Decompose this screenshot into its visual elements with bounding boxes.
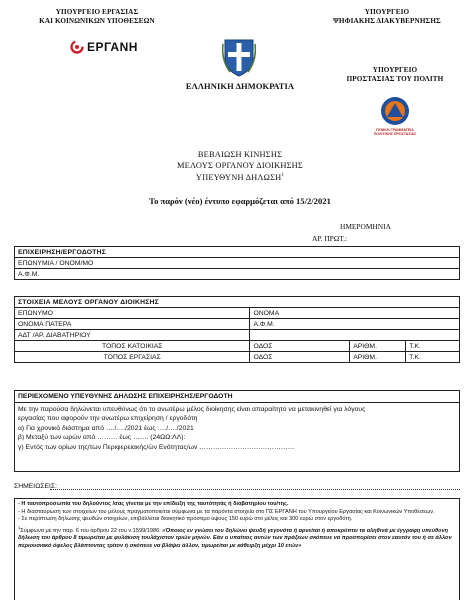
- declaration-box: [14, 390, 460, 472]
- ministry-digital-line1: ΥΠΟΥΡΓΕΙΟ: [364, 8, 410, 16]
- remarks-section: [14, 482, 460, 600]
- legal-footnote-quote: «Όποιος εν γνώσει του δηλώνει ψευδή γεγονότα ή αρνείται ή αποκρύπτει τα αληθινά με έγγραφη υπεύθυνη δήλωση του άρθρου 8 τιμωρείται με φυλάκιση τουλάχιστον τριών μηνών. Εάν ο υπαίτιος αυτών των πράξεων σκόπευε να προσπορίσει στον εαυτόν του ή σε άλλον περιουσιακό όφελος βλάπτοντας τρίτον ή σκόπευε να βλάψει άλλον, τιμωρείται με κάθειρξη μέχρι 10 ετών»: [18, 527, 452, 549]
- declaration-line2: εργασίας που αφορούν την ανωτέρω επιχείρηση / εργοδότη: [18, 415, 198, 423]
- member-name-field[interactable]: ΟΝΟΜΑ: [250, 308, 460, 319]
- residence-street-field[interactable]: ΟΔΟΣ: [250, 341, 350, 352]
- declaration-period-field[interactable]: α) Για χρονικό διάστημα από …./…./2021 έως …./…./2021: [18, 424, 194, 432]
- footnote-mark: 1: [281, 173, 285, 178]
- member-table: [14, 296, 460, 363]
- declaration-hours-field[interactable]: β) Μεταξύ των ωρών από ……… έως ……. (24ΩΩ:ΛΛ):: [18, 434, 186, 442]
- note-penalty: - Σε περίπτωση δήλωσης ψευδών στοιχείων, επιβάλλεται διοικητικό πρόστιμο ύψους 150 ευρώ στο μέλος και 300 ευρώ στον εργοδότη.: [18, 516, 353, 523]
- declaration-body: [15, 403, 459, 454]
- ministry-citizen-protection-label: [330, 66, 460, 84]
- residence-postcode-field[interactable]: Τ.Κ.: [406, 341, 460, 352]
- work-field[interactable]: [15, 352, 250, 363]
- civil-protection-logo-icon: [380, 96, 410, 126]
- civil-caption-line2: ΠΟΛΙΤΙΚΗΣ ΠΡΟΣΤΑΣΙΑΣ: [373, 132, 417, 137]
- declaration-line1: Με την παρούσα δηλώνεται υπευθύνως ότι το ανωτέρω μέλος διοίκησης είναι απαραίτητο να μετακινηθεί για λόγους: [18, 406, 366, 413]
- ministry-labor-line2: ΚΑΙ ΚΟΙΝΩΝΙΚΩΝ ΥΠΟΘΕΣΕΩΝ: [39, 17, 155, 25]
- member-surname-field[interactable]: ΕΠΩΝΥΜΟ: [15, 308, 250, 319]
- ergani-mark-icon: [70, 40, 84, 54]
- legal-footnote-plain: Σύμφωνα με την παρ. 6 του άρθρου 22 του ν.1599/1986:: [20, 527, 161, 534]
- ergani-text: ΕΡΓΑΝΗ: [87, 40, 138, 54]
- company-header: ΕΠΙΧΕΙΡΗΣΗ/ΕΡΓΟΔΟΤΗΣ: [15, 247, 460, 258]
- residence-number-field[interactable]: ΑΡΙΘΜ.: [350, 341, 406, 352]
- company-name-field[interactable]: ΕΠΩΝΥΜΙΑ / ΟΝΟΜ/ΜΟ: [15, 258, 460, 269]
- declaration-region-field[interactable]: γ) Εντός των ορίων της/των Περιφερειακής/ών Ενότητας/ων ……………………………………: [18, 443, 295, 451]
- ministry-digital-label: [312, 8, 462, 26]
- member-afm-field[interactable]: Α.Φ.Μ.: [250, 319, 460, 330]
- company-afm-field[interactable]: Α.Φ.Μ.: [15, 269, 460, 280]
- civil-protection-caption: [362, 128, 428, 137]
- remarks-line[interactable]: [14, 482, 460, 492]
- member-header: ΣΤΟΙΧΕΙΑ ΜΕΛΟΥΣ ΟΡΓΑΝΟΥ ΔΙΟΙΚΗΣΗΣ: [15, 297, 460, 308]
- member-id-field[interactable]: ΑΔΤ /ΑΡ. ΔΙΑΒΑΤΗΡΙΟΥ: [15, 330, 250, 341]
- legal-footnote: [18, 524, 456, 551]
- greek-emblem-icon: [222, 30, 256, 78]
- date-label: ΗΜΕΡΟΜΗΝΙΑ: [340, 222, 391, 231]
- hellenic-republic-label: ΕΛΛΗΝΙΚΗ ΔΗΜΟΚΡΑΤΙΑ: [185, 81, 295, 91]
- member-father-field[interactable]: ΟΝΟΜΑ ΠΑΤΕΡΑ: [15, 319, 250, 330]
- declaration-header: ΠΕΡΙΕΧΟΜΕΝΟ ΥΠΕΥΘΥΝΗΣ ΔΗΛΩΣΗΣ ΕΠΙΧΕΙΡΗΣΗΣ/ΕΡΓΟΔΟΤΗ: [15, 391, 459, 403]
- remarks-dotted-line: [50, 489, 460, 490]
- title-line3-text: ΥΠΕΥΘΥΝΗ ΔΗΛΩΣΗ: [195, 172, 282, 182]
- residence-field[interactable]: [15, 341, 250, 352]
- note-crosscheck: - Η διασταύρωση των στοιχείων του μέλους πραγματοποιείται σύμφωνα με τα παρόντα στοιχεία στο ΠΣ ΕΡΓΑΝΗ του Υπουργείου Εργασίας και Κοινωνικών Υποθέσεων.: [18, 508, 435, 515]
- civil-caption-line1: ΓΕΝΙΚΗ ΓΡΑΜΜΑΤΕΙΑ: [376, 128, 414, 132]
- legal-footnote-num: 1: [18, 524, 21, 530]
- ministry-citizen-line2: ΠΡΟΣΤΑΣΙΑΣ ΤΟΥ ΠΟΛΙΤΗ: [346, 75, 444, 83]
- ministry-labor-label: [22, 8, 172, 26]
- residence-label: ΤΟΠΟΣ ΚΑΤΟΙΚΙΑΣ: [101, 342, 163, 350]
- title-line3: [140, 171, 340, 183]
- company-table: [14, 246, 460, 280]
- title-line1: ΒΕΒΑΙΩΣΗ ΚΙΝΗΣΗΣ: [197, 150, 283, 159]
- note-identity: - Η ταυτοπροσωπία του δηλούντος /σας γίνεται με την επίδειξη της ταυτότητάς ή διαβατηρίου του/της.: [18, 501, 289, 507]
- protocol-number-label: ΑΡ. ΠΡΩΤ.:: [312, 234, 348, 243]
- valid-from-notice: Το παρόν (νέο) έντυπο εφαρμόζεται από 15/2/2021: [149, 196, 331, 206]
- ergani-logo: [70, 40, 138, 54]
- remarks-label: ΣΗΜΕΙΩΣΕΙΣ:: [14, 483, 57, 490]
- work-postcode-field[interactable]: Τ.Κ.: [406, 352, 460, 363]
- ministry-digital-line2: ΨΗΦΙΑΚΗΣ ΔΙΑΚΥΒΕΡΝΗΣΗΣ: [333, 17, 441, 25]
- ministry-labor-line1: ΥΠΟΥΡΓΕΙΟ ΕΡΓΑΣΙΑΣ: [55, 8, 139, 16]
- document-title: [140, 150, 340, 183]
- work-street-field[interactable]: ΟΔΟΣ: [250, 352, 350, 363]
- member-id-value[interactable]: [250, 330, 460, 341]
- work-label: ΤΟΠΟΣ ΕΡΓΑΣΙΑΣ: [103, 353, 161, 361]
- title-line2: ΜΕΛΟΥΣ ΟΡΓΑΝΟΥ ΔΙΟΙΚΗΣΗΣ: [177, 160, 303, 170]
- ministry-citizen-line1: ΥΠΟΥΡΓΕΙΟ: [372, 66, 418, 74]
- remarks-notes-box: [14, 498, 460, 600]
- work-number-field[interactable]: ΑΡΙΘΜ.: [350, 352, 406, 363]
